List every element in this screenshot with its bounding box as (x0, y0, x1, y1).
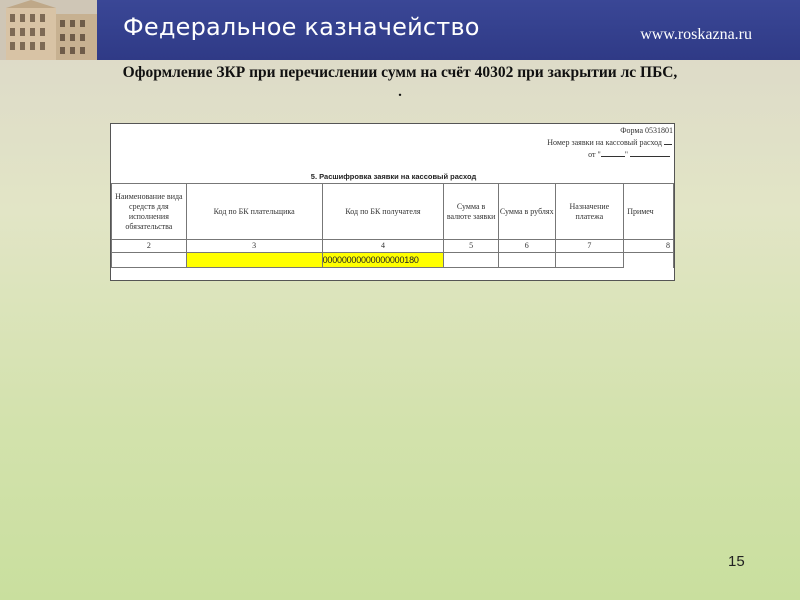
column-header: Сумма в рублях (498, 184, 555, 240)
column-number: 5 (444, 240, 499, 253)
column-number: 4 (322, 240, 444, 253)
kbk-receiver-value: 00000000000000000180 (322, 254, 419, 265)
building-photo (0, 0, 97, 60)
column-header: Сумма в валюте заявки (444, 184, 499, 240)
table-cell (624, 253, 674, 268)
decoding-table (111, 183, 674, 268)
column-number: 8 (624, 240, 674, 253)
request-number-text: Номер заявки на кассовый расход (547, 138, 662, 147)
section-title: 5. Расшифровка заявки на кассовый расход (310, 172, 477, 181)
column-number: 3 (186, 240, 322, 253)
organization-title: Федеральное казначейство (123, 13, 480, 41)
form-excerpt (110, 123, 675, 281)
slide-title-tail: . (398, 84, 402, 100)
form-code: Форма 0531801 (620, 126, 673, 135)
column-header: Наименование вида средств для исполнения обязательства (112, 184, 187, 240)
column-header: Код по БК плательщика (186, 184, 322, 240)
table-cell (555, 253, 624, 268)
column-header: Код по БК получателя (322, 184, 444, 240)
request-number-label (547, 137, 672, 147)
date-prefix: от " (588, 150, 601, 159)
slide-title: Оформление ЗКР при перечислении сумм на счёт 40302 при закрытии лс ПБС, (122, 64, 678, 81)
table-cell (112, 253, 187, 268)
column-number: 6 (498, 240, 555, 253)
column-header: Примеч (624, 184, 674, 240)
column-number: 2 (112, 240, 187, 253)
kbk-payer-cell (186, 253, 322, 268)
request-date-line (588, 149, 670, 159)
page-number: 15 (728, 553, 745, 570)
date-mid: " (624, 150, 628, 159)
website-url[interactable]: www.roskazna.ru (640, 26, 752, 43)
column-number: 7 (555, 240, 624, 253)
table-cell (498, 253, 555, 268)
table-cell (444, 253, 499, 268)
kbk-receiver-cell (322, 253, 444, 268)
column-header: Назначение платежа (555, 184, 624, 240)
header-bar (0, 0, 800, 60)
